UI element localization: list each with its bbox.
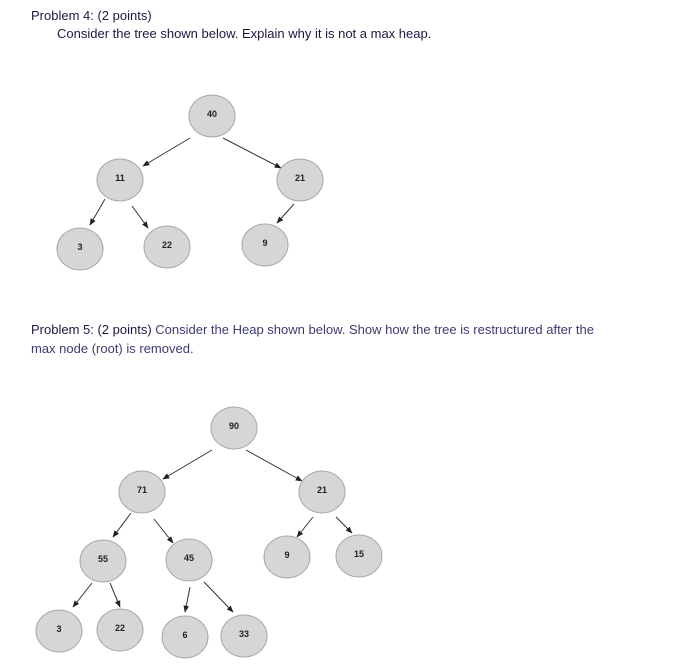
node-label: 22 [114,623,126,633]
node-label: 40 [206,109,218,119]
node-label: 21 [294,173,306,183]
tree-node [97,159,143,201]
tree-node [97,609,143,651]
problem-4-question: Consider the tree shown below. Explain why it is not a max heap. [57,26,432,41]
tree-node [144,226,190,268]
node-label: 55 [97,554,109,564]
tree-node [119,471,165,513]
edge-55-22 [110,583,120,607]
tree-node [57,228,103,270]
node-label: 90 [228,421,240,431]
edge-21-9 [277,204,294,223]
node-label: 9 [262,238,268,248]
edge-90-71 [163,450,212,479]
edge-45-33 [204,582,233,612]
node-label: 33 [238,629,250,639]
tree-node [80,540,126,582]
edge-71-55 [113,513,131,537]
node-label: 22 [161,240,173,250]
edge-45-6 [185,587,190,612]
node-label: 9 [284,550,290,560]
node-label: 15 [353,549,365,559]
tree-node [221,615,267,657]
tree-node [264,536,310,578]
edge-21-9 [297,517,313,537]
edge-11-22 [132,206,148,228]
problem-4-heading: Problem 4: (2 points) [31,8,152,23]
edge-71-45 [154,519,173,543]
tree-node [36,610,82,652]
edge-55-3 [73,583,92,607]
node-label: 3 [56,624,62,634]
edge-90-21 [246,450,302,481]
edge-21-15 [336,517,352,533]
edge-40-21 [223,138,281,168]
problem-5-title: Problem 5: (2 points) [31,322,152,337]
node-label: 71 [136,485,148,495]
tree-node [299,471,345,513]
node-label: 6 [182,630,188,640]
tree-node [242,224,288,266]
problem-5-description-2: max node (root) is removed. [31,341,194,356]
tree-node [211,407,257,449]
node-label: 45 [183,553,195,563]
tree-node [166,539,212,581]
tree-node [162,616,208,658]
node-label: 21 [316,485,328,495]
node-label: 11 [115,173,125,183]
problem-5-description-1: Consider the Heap shown below. Show how the tree is restructured after the [155,322,594,337]
tree-node [189,95,235,137]
node-label: 3 [77,242,83,252]
edge-11-3 [90,199,105,225]
edge-40-11 [143,138,190,166]
tree-node [336,535,382,577]
tree-node [277,159,323,201]
